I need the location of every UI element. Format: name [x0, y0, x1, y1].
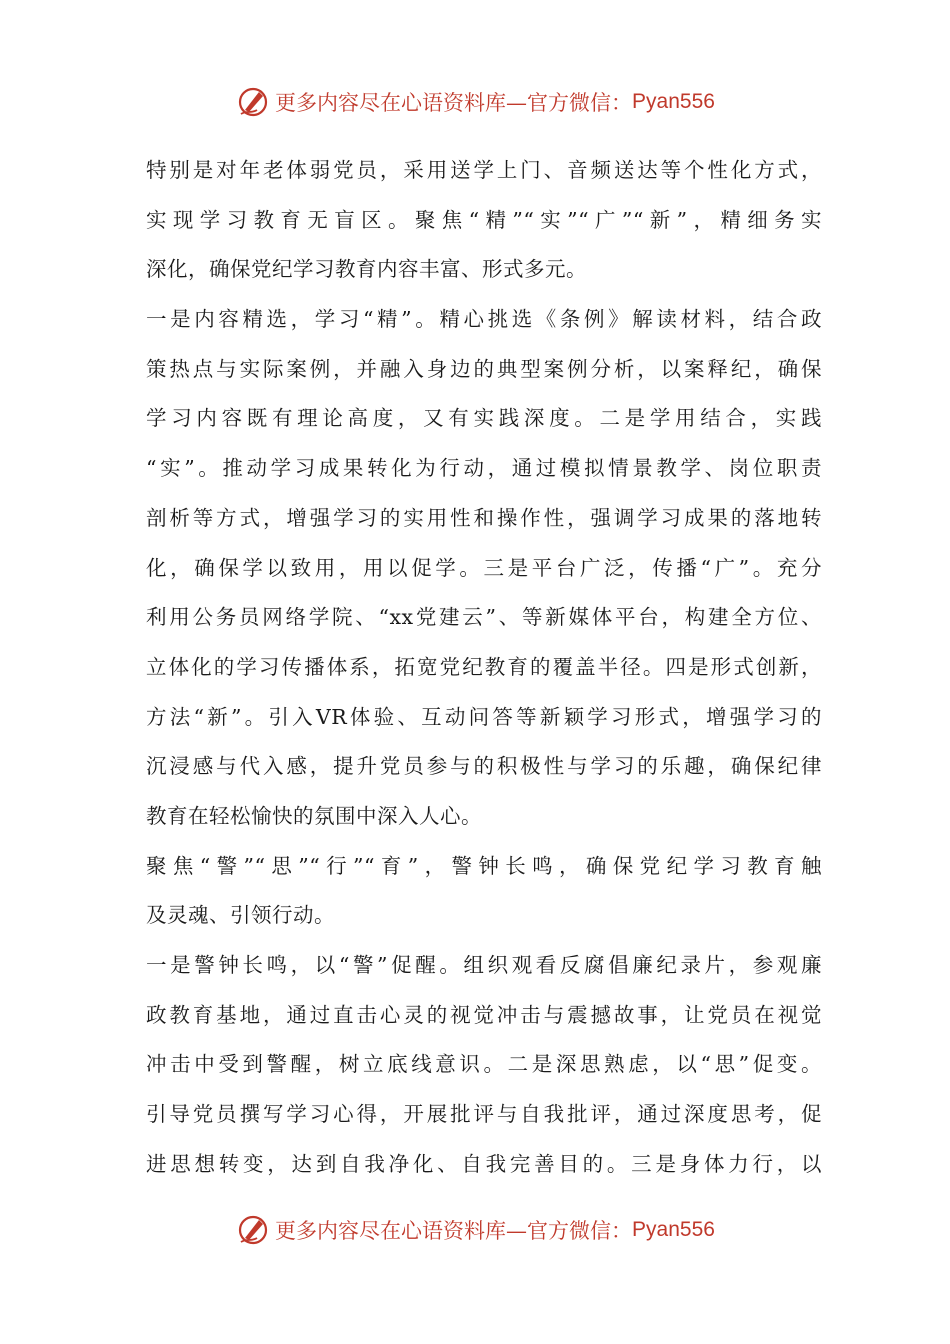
text-line: “实”。推动学习成果转化为行动，通过模拟情景教学、岗位职责: [146, 456, 822, 481]
text-line: 及灵魂、引领行动。: [146, 903, 335, 928]
header-banner-code: Pyan556: [632, 90, 715, 113]
text-line: 一是警钟长鸣，以“警”促醒。组织观看反腐倡廉纪录片，参观廉: [146, 953, 822, 977]
pen-nib-logo-icon: [235, 84, 271, 120]
text-line: 沉浸感与代入感，提升党员参与的积极性与学习的乐趣，确保纪律: [146, 754, 822, 779]
text-line: 深化，确保党纪学习教育内容丰富、形式多元。: [146, 257, 587, 282]
text-line: 引导党员撰写学习心得，开展批评与自我批评，通过深度思考，促: [146, 1102, 822, 1127]
footer-banner-code: Pyan556: [632, 1218, 715, 1241]
text-line: 聚焦“警”“思”“行”“育”，警钟长鸣，确保党纪学习教育触: [146, 853, 822, 878]
text-line: 教育在轻松愉快的氛围中深入人心。: [146, 803, 482, 828]
header-banner: [0, 80, 950, 124]
text-line: 实现学习教育无盲区。聚焦“精”“实”“广”“新”，精细务实: [146, 207, 822, 232]
text-line: 特别是对年老体弱党员，采用送学上门、音频送达等个性化方式，: [146, 158, 822, 182]
pen-nib-logo-icon: [235, 1212, 271, 1248]
footer-banner-text: 更多内容尽在心语资料库—官方微信：: [275, 1219, 633, 1243]
footer-banner: [0, 1208, 950, 1252]
text-line: 进思想转变，达到自我净化、自我完善目的。三是身体力行，以: [146, 1151, 822, 1176]
text-line: 利用公务员网络学院、“xx党建云”、等新媒体平台，构建全方位、: [146, 605, 822, 630]
text-line: 策热点与实际案例，并融入身边的典型案例分析，以案释纪，确保: [146, 356, 822, 381]
header-banner-text: 更多内容尽在心语资料库—官方微信：: [275, 91, 633, 115]
text-line: 立体化的学习传播体系，拓宽党纪教育的覆盖半径。四是形式创新，: [146, 654, 822, 679]
text-line: 化，确保学以致用，用以促学。三是平台广泛，传播“广”。充分: [146, 555, 822, 580]
text-line: 学习内容既有理论高度，又有实践深度。二是学用结合，实践: [146, 406, 822, 431]
document-body: [146, 146, 822, 1189]
text-line: 方法“新”。引入VR体验、互动问答等新颖学习形式，增强学习的: [146, 704, 822, 729]
text-line: 政教育基地，通过直击心灵的视觉冲击与震撼故事，让党员在视觉: [146, 1002, 822, 1027]
text-line: 冲击中受到警醒，树立底线意识。二是深思熟虑，以“思”促变。: [146, 1052, 822, 1077]
text-line: 剖析等方式，增强学习的实用性和操作性，强调学习成果的落地转: [146, 505, 822, 530]
text-line: 一是内容精选，学习“精”。精心挑选《条例》解读材料，结合政: [146, 307, 822, 332]
